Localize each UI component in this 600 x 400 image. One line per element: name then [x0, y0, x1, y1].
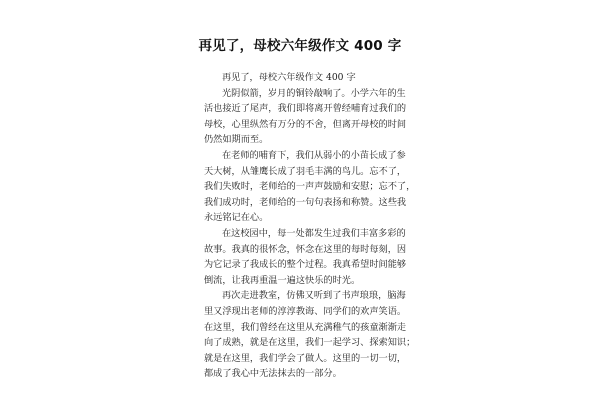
body-line: 为它记录了我成长的整个过程。我真希望时间能够	[204, 259, 407, 271]
body-line: 仍然如期而至。	[204, 134, 269, 146]
body-line: 倒流，让我再重温一遍这快乐的时光。	[204, 274, 361, 286]
body-line: 在这校园中，每一处都发生过我们丰富多彩的	[222, 227, 406, 239]
body-line: 天大树，从雏鹰长成了羽毛丰满的鸟儿。忘不了，	[204, 165, 407, 177]
body-line: 就是在这里，我们学会了做人。这里的一切一切，	[204, 352, 407, 364]
body-line: 我们成功时，老师给的一句句表扬和称赞。这些我	[204, 196, 407, 208]
body-line: 向了成熟，就是在这里，我们一起学习、探索知识；	[204, 337, 416, 349]
document-title: 再见了，母校六年级作文 400 字	[198, 38, 402, 54]
body-line: 在老师的哺育下，我们从弱小的小苗长成了参	[222, 149, 406, 161]
document-body	[204, 70, 416, 382]
body-line: 里又浮现出老师的淳淳教诲、同学们的欢声笑语。	[204, 305, 407, 317]
body-line: 光阴似箭，岁月的铜铃敲响了。小学六年的生	[222, 87, 406, 99]
body-line: 永远铭记在心。	[204, 212, 269, 224]
body-line: 活也接近了尾声，我们即将离开曾经哺育过我们的	[204, 103, 407, 115]
body-line: 再见了，母校六年级作文 400 字	[222, 72, 356, 83]
body-line: 再次走进教室，仿佛又听到了书声琅琅，脑海	[222, 290, 406, 302]
body-line: 故事。我真的很怀念，怀念在这里的每时每刻，因	[204, 243, 407, 255]
body-line: 都成了我心中无法抹去的一部分。	[204, 368, 342, 380]
body-line: 母校，心里纵然有万分的不舍，但离开母校的时间	[204, 118, 407, 130]
body-line: 在这里，我们曾经在这里从充满稚气的孩童渐渐走	[204, 321, 407, 333]
body-line: 我们失败时，老师给的一声声鼓励和安慰；忘不了，	[204, 181, 416, 193]
